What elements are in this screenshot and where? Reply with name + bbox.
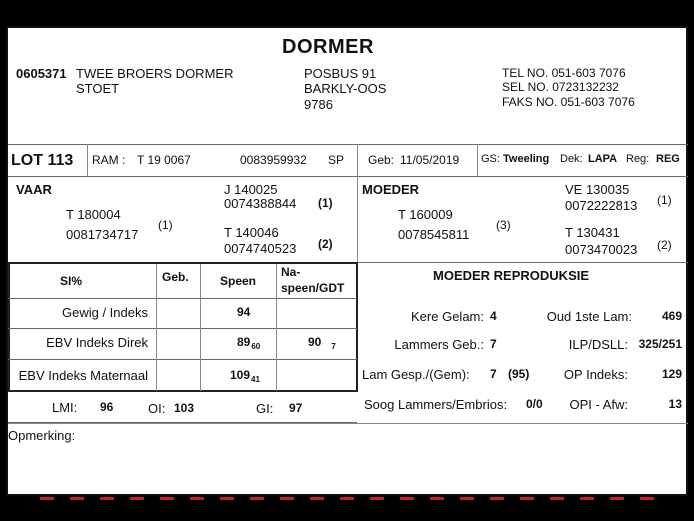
- oi-value: 103: [174, 401, 195, 415]
- direk-naspeen-value: 90: [308, 335, 322, 349]
- ram-id: T 19 0067: [137, 153, 191, 167]
- divider: [8, 176, 688, 177]
- sel-number: SEL NO. 0723132232: [502, 80, 619, 94]
- kere-label: Kere Gelam:: [411, 309, 484, 324]
- faks-number: FAKS NO. 051-603 7076: [502, 95, 635, 109]
- moeder-label: MOEDER: [362, 182, 420, 197]
- row-label-ebv-direk: EBV Indeks Direk: [46, 335, 148, 350]
- vaar-dam-number: 0074740523: [224, 241, 297, 256]
- ilp-label: ILP/DSLL:: [568, 337, 628, 352]
- moeder-sire-number: 0072222813: [565, 198, 638, 213]
- direk-naspeen-sub: 7: [331, 342, 336, 351]
- gesp-gem: (95): [508, 367, 530, 381]
- gi-value: 97: [289, 401, 303, 415]
- remark-label: Opmerking:: [8, 428, 76, 443]
- ram-number: 0083959932: [240, 153, 307, 167]
- direk-naspeen: [308, 335, 336, 351]
- naspeen-header-line2: speen/GDT: [281, 281, 345, 295]
- opi-value: 13: [668, 397, 682, 411]
- lmi-value: 96: [100, 400, 114, 414]
- oi-label: OI:: [148, 401, 166, 416]
- direk-speen-sub: 60: [251, 342, 261, 351]
- row-label-ebv-maternaal: EBV Indeks Maternaal: [18, 368, 148, 383]
- divider: [357, 144, 358, 176]
- moeder-sire-mark: (1): [657, 193, 672, 207]
- naspeen-header-line1: Na-: [281, 265, 301, 279]
- divider: [8, 328, 357, 329]
- oud-value: 469: [661, 309, 682, 323]
- vaar-label: VAAR: [16, 182, 52, 197]
- divider: [87, 144, 88, 176]
- moeder-dam-id: T 130431: [565, 225, 620, 240]
- divider: [8, 359, 357, 360]
- oud-label: Oud 1ste Lam:: [546, 309, 632, 324]
- address-line1: POSBUS 91: [304, 66, 377, 81]
- ilp-value: 325/251: [638, 337, 682, 351]
- gi-label: GI:: [256, 401, 274, 416]
- farm-name-line2: STOET: [76, 81, 120, 96]
- row-label-gewig: Gewig / Indeks: [62, 305, 148, 320]
- moeder-mark: (3): [496, 218, 511, 232]
- moeder-number: 0078545811: [398, 227, 470, 242]
- op-label: OP Indeks:: [563, 367, 628, 382]
- ram-code: SP: [328, 153, 345, 167]
- tel-number: TEL NO. 051-603 7076: [502, 66, 626, 80]
- maternaal-speen-value: 109: [230, 368, 251, 382]
- direk-speen: [237, 335, 260, 351]
- vaar-mark: (1): [158, 218, 173, 232]
- moeder-dam-number: 0073470023: [565, 242, 638, 257]
- address-line2: BARKLY-OOS: [304, 81, 387, 96]
- vaar-number: 0081734717: [66, 227, 139, 242]
- moeder-id: T 160009: [398, 207, 453, 222]
- gesp-value: 7: [490, 367, 497, 381]
- repro-title: MOEDER REPRODUKSIE: [433, 268, 590, 283]
- dek-value: LAPA: [588, 153, 618, 165]
- lmi-label: LMI:: [52, 400, 78, 415]
- reg-label: Reg:: [626, 153, 650, 165]
- reg-value: REG: [656, 153, 680, 165]
- speen-header: Speen: [220, 274, 257, 288]
- stud-id: 0605371: [16, 66, 67, 81]
- breed-title: DORMER: [282, 36, 374, 58]
- gesp-label: Lam Gesp./(Gem):: [362, 367, 470, 382]
- red-text-fragment: [40, 497, 660, 500]
- farm-name-line1: TWEE BROERS DORMER: [76, 66, 234, 81]
- soog-value: 0/0: [526, 397, 543, 411]
- kere-value: 4: [490, 309, 497, 323]
- vaar-id: T 180004: [66, 207, 121, 222]
- geb-label: Geb:: [368, 153, 395, 167]
- divider: [276, 264, 277, 391]
- si-header: SI%: [60, 274, 83, 288]
- divider: [357, 176, 358, 262]
- lot-number: LOT 113: [11, 152, 74, 169]
- soog-label: Soog Lammers/Embrios:: [364, 397, 508, 412]
- gs-value: Tweeling: [503, 153, 550, 165]
- vaar-sire-number: 0074388844: [224, 196, 297, 211]
- moeder-dam-mark: (2): [657, 238, 672, 252]
- direk-speen-value: 89: [237, 335, 251, 349]
- vaar-dam-id: T 140046: [224, 225, 279, 240]
- opi-label: OPI - Afw:: [569, 397, 628, 412]
- divider: [156, 264, 157, 391]
- lammers-label: Lammers Geb.:: [394, 337, 484, 352]
- divider: [477, 144, 478, 176]
- divider: [8, 423, 688, 424]
- address-line3: 9786: [304, 97, 333, 112]
- geb-header: Geb.: [162, 270, 189, 284]
- vaar-dam-mark: (2): [318, 237, 333, 251]
- maternaal-speen-sub: 41: [251, 375, 260, 384]
- gewig-speen: 94: [237, 305, 251, 319]
- vaar-sire-mark: (1): [318, 196, 333, 210]
- lammers-value: 7: [490, 337, 497, 351]
- vaar-sire-id: J 140025: [224, 182, 278, 197]
- dek-label: Dek:: [560, 153, 583, 165]
- divider: [200, 264, 201, 391]
- gs-label: GS:: [481, 153, 500, 165]
- moeder-sire-id: VE 130035: [565, 182, 630, 197]
- divider: [8, 298, 357, 299]
- ram-label: RAM :: [92, 153, 126, 167]
- divider: [8, 144, 688, 145]
- op-value: 129: [661, 367, 682, 381]
- birth-date: 11/05/2019: [400, 153, 460, 167]
- maternaal-speen: [230, 368, 260, 384]
- sale-card: [6, 26, 688, 496]
- divider: [357, 262, 688, 263]
